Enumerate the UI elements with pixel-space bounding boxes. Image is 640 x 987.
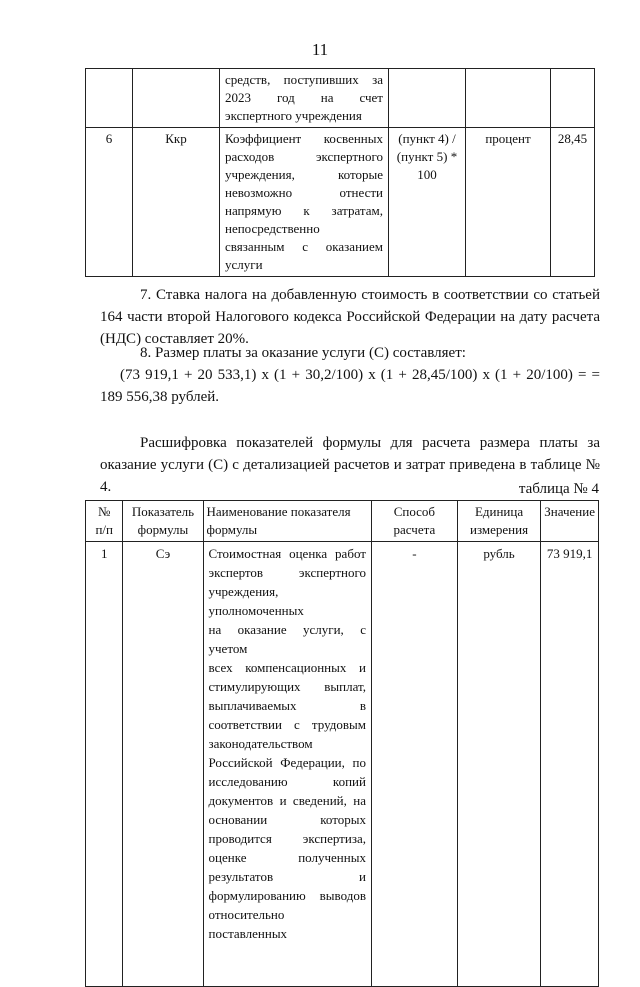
table-row [86, 128, 595, 277]
indicator-name-cell [220, 69, 389, 128]
text-line: выплачиваемых в [208, 698, 366, 713]
text-line: исследованию копий [208, 774, 366, 789]
text-line: (пункт 5) * [396, 149, 458, 164]
text-line: формулированию выводов [208, 888, 366, 903]
calculation-method-cell [389, 128, 466, 277]
table-cell [466, 69, 551, 128]
calculation-method-cell: - [371, 542, 457, 987]
indicator-code: Сэ [123, 542, 203, 987]
text-line: учреждения, уполномоченных [208, 584, 304, 618]
header-line: измерения [470, 522, 529, 537]
table-cell [551, 69, 595, 128]
text-line: (пункт 4) / [398, 131, 456, 146]
header-line: Наименование показателя [206, 504, 351, 519]
header-name [203, 501, 371, 542]
indicator-code: Ккр [133, 128, 220, 277]
header-line: Способ [393, 504, 436, 519]
text-line: соответствии с трудовым [208, 717, 366, 732]
header-value [541, 501, 599, 542]
indicators-table-continued [85, 68, 595, 277]
text-line: средств, поступивших за [225, 72, 383, 87]
page-number: 11 [311, 40, 329, 59]
text-line: документов и сведений, на [208, 793, 366, 808]
text-line: основании которых [208, 812, 366, 827]
header-unit [457, 501, 540, 542]
header-method [371, 501, 457, 542]
text-line: напрямую к затратам, [225, 203, 383, 218]
text-line: Российской Федерации, по [208, 755, 366, 770]
text-line: законодательством [208, 736, 313, 751]
unit-cell: процент [466, 128, 551, 277]
row-number: 1 [86, 542, 123, 987]
text-line: услуги [225, 257, 263, 272]
paragraph-decoding: Расшифровка показателей формулы для расчета размера платы за оказание услуги (С) с детализацией расчетов и затрат приведена в таблице № 4. [100, 435, 600, 495]
text-line: связанным с оказанием [225, 239, 383, 254]
header-line: Показатель [131, 504, 195, 519]
table-row [86, 69, 595, 128]
text-line: экспертов экспертного [208, 565, 366, 580]
paragraph-fee-amount: 8. Размер платы за оказание услуги (С) составляет: [140, 345, 466, 361]
text-line: относительно поставленных [208, 907, 288, 941]
table-caption: таблица № 4 [518, 481, 599, 497]
paragraph-vat-rate: 7. Ставка налога на добавленную стоимость в соответствии со статьей 164 части второй Налогового кодекса Российской Федерации на дату расчета (НДС) составляет 20%. [100, 287, 600, 347]
row-number: 6 [86, 128, 133, 277]
fee-formula: (73 919,1 + 20 533,1) x (1 + 30,2/100) x (1 + 28,45/100) x (1 + 20/100) = = 189 556,38 рублей. [100, 367, 600, 405]
text-line: проводится экспертиза, [208, 831, 366, 846]
text-line: невозможно отнести [225, 185, 383, 200]
header-line: п/п [95, 522, 113, 537]
unit-cell: рубль [457, 542, 540, 987]
text-line: результатов и [208, 869, 366, 884]
header-line: Единица [474, 504, 524, 519]
text-line: экспертного учреждения [225, 108, 362, 123]
text-line: на оказание услуги, с учетом [208, 622, 366, 656]
header-line: № [98, 504, 111, 519]
table-cell [389, 69, 466, 128]
text-line: учреждения, которые [225, 167, 383, 182]
header-line: формулы [206, 522, 258, 537]
text-line: стимулирующих выплат, [208, 679, 366, 694]
text-line: непосредственно [225, 221, 320, 236]
text-line: Стоимостная оценка работ [208, 546, 366, 561]
text-line: оценке полученных [208, 850, 366, 865]
header-line: расчета [393, 522, 436, 537]
value-cell: 73 919,1 [541, 542, 599, 987]
table-cell [133, 69, 220, 128]
indicator-name-cell [220, 128, 389, 277]
table-header-row [86, 501, 599, 542]
text-line: 2023 год на счет [225, 90, 383, 105]
text-line: всех компенсационных и [208, 660, 366, 675]
text-line: 100 [417, 167, 437, 182]
header-line: Значение [544, 504, 595, 519]
value-cell: 28,45 [551, 128, 595, 277]
header-code [123, 501, 203, 542]
text-line: Коэффициент косвенных [225, 131, 383, 146]
fee-calculation-table [85, 500, 599, 987]
indicator-name-cell [203, 542, 371, 987]
text-line: расходов экспертного [225, 149, 383, 164]
table-row [86, 542, 599, 987]
table-cell [86, 69, 133, 128]
header-line: формулы [137, 522, 189, 537]
header-num [86, 501, 123, 542]
